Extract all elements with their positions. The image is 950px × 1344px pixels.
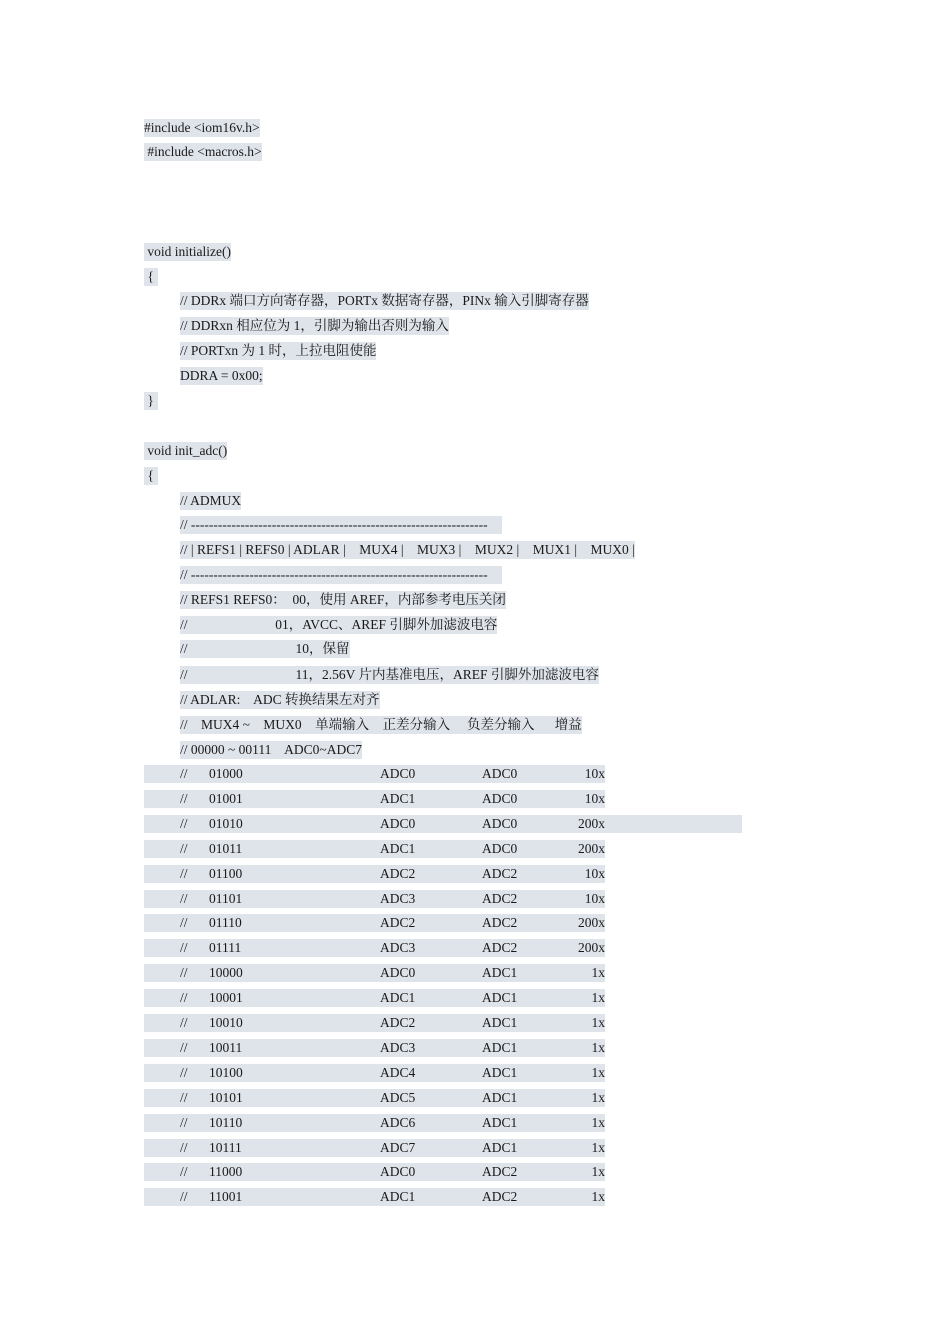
mux-code-cell: 10011 xyxy=(209,1040,243,1055)
gain-cell: 1x xyxy=(591,965,605,980)
gain-cell: 10x xyxy=(584,866,605,881)
negative-input-cell: ADC1 xyxy=(482,1090,518,1105)
code-line xyxy=(144,317,449,335)
gain-cell: 1x xyxy=(591,1040,605,1055)
positive-input-cell: ADC1 xyxy=(380,841,416,856)
mux-code-cell: 01100 xyxy=(209,866,243,881)
code-line xyxy=(144,566,488,584)
positive-input-cell: ADC1 xyxy=(380,791,416,806)
code-line xyxy=(144,143,262,161)
code-line xyxy=(144,640,350,658)
negative-input-cell: ADC0 xyxy=(482,791,518,806)
include-macros: #include <macros.h> xyxy=(144,144,262,159)
admux-title: // ADMUX xyxy=(180,493,242,508)
mux-code-cell: 01110 xyxy=(209,915,242,930)
row-comment-prefix: // xyxy=(180,1164,188,1179)
refs-option: // 01，AVCC、AREF 引脚外加滤波电容 xyxy=(180,617,498,632)
positive-input-cell: ADC3 xyxy=(380,891,416,906)
positive-input-cell: ADC0 xyxy=(380,965,416,980)
brace-open: { xyxy=(144,268,158,286)
code-line xyxy=(144,666,599,684)
positive-input-cell: ADC3 xyxy=(380,940,416,955)
row-comment-prefix: // xyxy=(180,940,188,955)
row-comment-prefix: // xyxy=(180,1065,188,1080)
negative-input-cell: ADC2 xyxy=(482,891,518,906)
code-line xyxy=(144,467,158,485)
negative-input-cell: ADC1 xyxy=(482,1115,518,1130)
positive-input-cell: ADC3 xyxy=(380,1040,416,1055)
comment-line: // DDRx 端口方向寄存器，PORTx 数据寄存器，PINx 输入引脚寄存器 xyxy=(180,293,589,308)
row-comment-prefix: // xyxy=(180,1015,188,1030)
gain-cell: 1x xyxy=(591,990,605,1005)
gain-cell: 200x xyxy=(578,915,605,930)
mux-code-cell: 01001 xyxy=(209,791,243,806)
code-line xyxy=(144,268,158,286)
row-comment-prefix: // xyxy=(180,1140,188,1155)
refs-option: // 10，保留 xyxy=(180,641,350,656)
code-line xyxy=(144,616,498,634)
code-line xyxy=(144,392,158,410)
code-line xyxy=(144,442,228,460)
mux-code-cell: 10111 xyxy=(209,1140,242,1155)
row-comment-prefix: // xyxy=(180,1189,188,1204)
positive-input-cell: ADC5 xyxy=(380,1090,416,1105)
refs-description: // REFS1 REFS0： 00，使用 AREF，内部参考电压关闭 xyxy=(180,592,506,607)
ddra-statement: DDRA = 0x00; xyxy=(180,368,263,383)
code-line xyxy=(144,516,488,534)
gain-cell: 10x xyxy=(584,766,605,781)
mux-code-cell: 01000 xyxy=(209,766,243,781)
row-comment-prefix: // xyxy=(180,766,188,781)
mux-code-cell: 10101 xyxy=(209,1090,243,1105)
row-comment-prefix: // xyxy=(180,965,188,980)
positive-input-cell: ADC7 xyxy=(380,1140,416,1155)
positive-input-cell: ADC0 xyxy=(380,766,416,781)
positive-input-cell: ADC2 xyxy=(380,915,416,930)
negative-input-cell: ADC2 xyxy=(482,866,518,881)
row-comment-prefix: // xyxy=(180,1040,188,1055)
refs-option: // 11，2.56V 片内基准电压，AREF 引脚外加滤波电容 xyxy=(180,667,599,682)
mux-code-cell: 10010 xyxy=(209,1015,243,1030)
positive-input-cell: ADC2 xyxy=(380,1015,416,1030)
adlar-description: // ADLAR: ADC 转换结果左对齐 xyxy=(180,692,380,707)
row-comment-prefix: // xyxy=(180,990,188,1005)
mux-code-cell: 10000 xyxy=(209,965,243,980)
negative-input-cell: ADC0 xyxy=(482,841,518,856)
code-line xyxy=(144,541,635,559)
row-comment-prefix: // xyxy=(180,791,188,806)
negative-input-cell: ADC1 xyxy=(482,1140,518,1155)
code-line xyxy=(144,119,260,137)
mux-table-header: // MUX4 ~ MUX0 单端输入 正差分输入 负差分输入 增益 xyxy=(180,717,582,732)
brace-open: { xyxy=(144,467,158,485)
negative-input-cell: ADC2 xyxy=(482,940,518,955)
negative-input-cell: ADC1 xyxy=(482,965,518,980)
initialize-signature: void initialize() xyxy=(144,244,231,259)
mux-code-cell: 10001 xyxy=(209,990,243,1005)
negative-input-cell: ADC2 xyxy=(482,915,518,930)
gain-cell: 1x xyxy=(591,1115,605,1130)
positive-input-cell: ADC1 xyxy=(380,1189,416,1204)
code-line xyxy=(144,492,242,510)
mux-code-cell: 10100 xyxy=(209,1065,243,1080)
row-comment-prefix: // xyxy=(180,866,188,881)
gain-cell: 10x xyxy=(584,791,605,806)
gain-cell: 1x xyxy=(591,1164,605,1179)
gain-cell: 1x xyxy=(591,1015,605,1030)
comment-line: // DDRxn 相应位为 1，引脚为输出否则为输入 xyxy=(180,318,449,333)
gain-cell: 200x xyxy=(578,940,605,955)
row-comment-prefix: // xyxy=(180,841,188,856)
code-line xyxy=(144,243,231,261)
gain-cell: 1x xyxy=(591,1140,605,1155)
positive-input-cell: ADC1 xyxy=(380,990,416,1005)
negative-input-cell: ADC1 xyxy=(482,1040,518,1055)
negative-input-cell: ADC0 xyxy=(482,816,518,831)
code-line xyxy=(144,591,506,609)
brace-close: } xyxy=(144,392,158,410)
code-line xyxy=(144,741,362,759)
positive-input-cell: ADC0 xyxy=(380,1164,416,1179)
mux-code-cell: 01111 xyxy=(209,940,242,955)
mux-code-cell: 01101 xyxy=(209,891,243,906)
gain-cell: 200x xyxy=(578,841,605,856)
admux-bit-layout: // | REFS1 | REFS0 | ADLAR | MUX4 | MUX3 | MUX2 | MUX1 | MUX0 | xyxy=(180,542,635,557)
code-line xyxy=(144,292,589,310)
negative-input-cell: ADC0 xyxy=(482,766,518,781)
code-line xyxy=(144,716,582,734)
include-iom: #include <iom16v.h> xyxy=(144,120,260,135)
code-line xyxy=(144,691,380,709)
gain-cell: 200x xyxy=(578,816,605,831)
code-line xyxy=(144,367,263,385)
mux-code-cell: 01011 xyxy=(209,841,243,856)
code-line xyxy=(144,342,377,360)
gain-cell: 1x xyxy=(591,1090,605,1105)
negative-input-cell: ADC1 xyxy=(482,1015,518,1030)
positive-input-cell: ADC6 xyxy=(380,1115,416,1130)
row-comment-prefix: // xyxy=(180,1115,188,1130)
row-comment-prefix: // xyxy=(180,891,188,906)
comment-line: // PORTxn 为 1 时，上拉电阻使能 xyxy=(180,343,377,358)
gain-cell: 1x xyxy=(591,1189,605,1204)
row-comment-prefix: // xyxy=(180,1090,188,1105)
separator-line: // ------------------------------------------------------------------ xyxy=(180,566,502,584)
row-comment-prefix: // xyxy=(180,816,188,831)
gain-cell: 1x xyxy=(591,1065,605,1080)
row-comment-prefix: // xyxy=(180,915,188,930)
gain-cell: 10x xyxy=(584,891,605,906)
negative-input-cell: ADC2 xyxy=(482,1189,518,1204)
init-adc-signature: void init_adc() xyxy=(144,443,228,458)
mux-single-range: // 00000 ~ 00111 ADC0~ADC7 xyxy=(180,742,362,757)
mux-code-cell: 01010 xyxy=(209,816,243,831)
negative-input-cell: ADC2 xyxy=(482,1164,518,1179)
mux-code-cell: 11001 xyxy=(209,1189,243,1204)
positive-input-cell: ADC0 xyxy=(380,816,416,831)
positive-input-cell: ADC4 xyxy=(380,1065,416,1080)
negative-input-cell: ADC1 xyxy=(482,990,518,1005)
mux-code-cell: 11000 xyxy=(209,1164,243,1179)
negative-input-cell: ADC1 xyxy=(482,1065,518,1080)
positive-input-cell: ADC2 xyxy=(380,866,416,881)
mux-code-cell: 10110 xyxy=(209,1115,243,1130)
separator-line: // ------------------------------------------------------------------ xyxy=(180,516,502,534)
